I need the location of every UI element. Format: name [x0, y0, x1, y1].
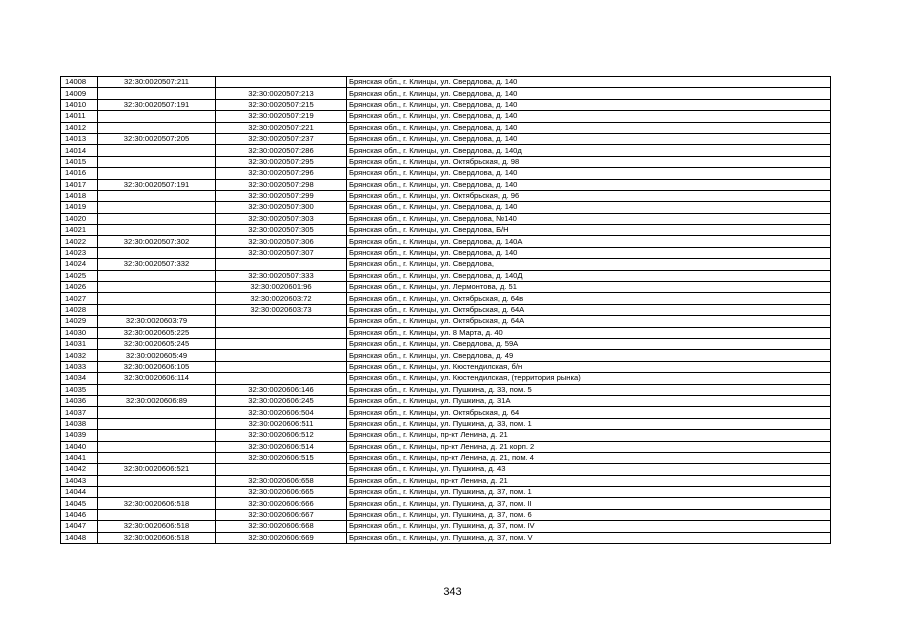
cadastral-number-object-cell [216, 361, 347, 372]
cadastral-number-cell: 32:30:0020507:205 [98, 133, 216, 144]
address-cell: Брянская обл., г. Клинцы, ул. 8 Марта, д. 40 [347, 327, 831, 338]
cadastral-number-cell [98, 384, 216, 395]
table-row [61, 88, 831, 99]
cadastral-number-object-cell: 32:30:0020601:96 [216, 282, 347, 293]
address-cell: Брянская обл., г. Клинцы, ул. Октябрьская, д. 64А [347, 316, 831, 327]
cadastral-number-cell [98, 293, 216, 304]
table-row [61, 532, 831, 543]
cadastral-number-cell [98, 487, 216, 498]
cadastral-number-object-cell: 32:30:0020606:146 [216, 384, 347, 395]
address-cell: Брянская обл., г. Клинцы, ул. Октябрьская, д. 64 [347, 407, 831, 418]
row-number-cell: 14014 [61, 145, 98, 156]
address-cell: Брянская обл., г. Клинцы, ул. Октябрьская, д. 98 [347, 156, 831, 167]
row-number-cell: 14047 [61, 521, 98, 532]
cadastral-number-object-cell: 32:30:0020507:300 [216, 202, 347, 213]
row-number-cell: 14008 [61, 77, 98, 88]
row-number-cell: 14032 [61, 350, 98, 361]
table-row [61, 430, 831, 441]
row-number-cell: 14010 [61, 99, 98, 110]
row-number-cell: 14041 [61, 452, 98, 463]
cadastral-number-object-cell [216, 327, 347, 338]
cadastral-number-cell [98, 270, 216, 281]
row-number-cell: 14033 [61, 361, 98, 372]
table-row [61, 316, 831, 327]
cadastral-number-object-cell: 32:30:0020606:666 [216, 498, 347, 509]
address-cell: Брянская обл., г. Клинцы, ул. Свердлова, №140 [347, 213, 831, 224]
address-cell: Брянская обл., г. Клинцы, ул. Лермонтова, д. 51 [347, 282, 831, 293]
address-cell: Брянская обл., г. Клинцы, ул. Свердлова, д. 59А [347, 338, 831, 349]
cadastral-number-cell: 32:30:0020606:518 [98, 521, 216, 532]
address-cell: Брянская обл., г. Клинцы, ул. Свердлова, Б/Н [347, 225, 831, 236]
row-number-cell: 14044 [61, 487, 98, 498]
address-cell: Брянская обл., г. Клинцы, ул. Свердлова, д. 140д [347, 145, 831, 156]
table-row [61, 99, 831, 110]
cadastral-number-cell [98, 304, 216, 315]
row-number-cell: 14045 [61, 498, 98, 509]
row-number-cell: 14011 [61, 111, 98, 122]
address-cell: Брянская обл., г. Клинцы, пр-кт Ленина, д. 21, пом. 4 [347, 452, 831, 463]
cadastral-number-cell: 32:30:0020507:332 [98, 259, 216, 270]
address-cell: Брянская обл., г. Клинцы, ул. Свердлова, д. 140А [347, 236, 831, 247]
table-row [61, 213, 831, 224]
table-row [61, 122, 831, 133]
address-cell: Брянская обл., г. Клинцы, ул. Свердлова, д. 140 [347, 168, 831, 179]
table-row [61, 464, 831, 475]
table-row [61, 179, 831, 190]
table-row [61, 395, 831, 406]
row-number-cell: 14022 [61, 236, 98, 247]
address-cell: Брянская обл., г. Клинцы, ул. Пушкина, д. 33, пом. 1 [347, 418, 831, 429]
row-number-cell: 14019 [61, 202, 98, 213]
cadastral-number-object-cell [216, 316, 347, 327]
table-row [61, 270, 831, 281]
address-cell: Брянская обл., г. Клинцы, ул. Свердлова, д. 140 [347, 247, 831, 258]
cadastral-number-cell: 32:30:0020606:114 [98, 373, 216, 384]
table-row [61, 521, 831, 532]
cadastral-number-cell [98, 145, 216, 156]
cadastral-number-object-cell [216, 77, 347, 88]
cadastral-number-cell: 32:30:0020605:49 [98, 350, 216, 361]
cadastral-number-cell [98, 225, 216, 236]
table-row [61, 111, 831, 122]
cadastral-number-object-cell: 32:30:0020606:658 [216, 475, 347, 486]
table-row [61, 475, 831, 486]
cadastral-number-cell [98, 190, 216, 201]
address-cell: Брянская обл., г. Клинцы, ул. Свердлова, [347, 259, 831, 270]
cadastral-number-cell [98, 509, 216, 520]
row-number-cell: 14040 [61, 441, 98, 452]
address-cell: Брянская обл., г. Клинцы, ул. Свердлова, д. 140 [347, 122, 831, 133]
cadastral-number-object-cell: 32:30:0020606:511 [216, 418, 347, 429]
cadastral-number-object-cell [216, 464, 347, 475]
cadastral-number-object-cell: 32:30:0020606:245 [216, 395, 347, 406]
table-row [61, 407, 831, 418]
table-body [61, 77, 831, 544]
row-number-cell: 14030 [61, 327, 98, 338]
cadastral-number-object-cell: 32:30:0020507:213 [216, 88, 347, 99]
cadastral-number-object-cell: 32:30:0020507:306 [216, 236, 347, 247]
row-number-cell: 14017 [61, 179, 98, 190]
address-cell: Брянская обл., г. Клинцы, ул. Октябрьская, д. 64в [347, 293, 831, 304]
cadastral-number-cell: 32:30:0020605:245 [98, 338, 216, 349]
cadastral-number-cell [98, 202, 216, 213]
cadastral-number-object-cell: 32:30:0020606:668 [216, 521, 347, 532]
cadastral-number-cell: 32:30:0020605:225 [98, 327, 216, 338]
table-row [61, 452, 831, 463]
cadastral-number-object-cell [216, 259, 347, 270]
row-number-cell: 14035 [61, 384, 98, 395]
table-row [61, 225, 831, 236]
table-row [61, 156, 831, 167]
row-number-cell: 14027 [61, 293, 98, 304]
cadastral-number-object-cell: 32:30:0020507:307 [216, 247, 347, 258]
table-row [61, 168, 831, 179]
cadastral-number-cell: 32:30:0020507:191 [98, 99, 216, 110]
table-row [61, 202, 831, 213]
cadastral-number-cell: 32:30:0020507:191 [98, 179, 216, 190]
address-cell: Брянская обл., г. Клинцы, ул. Пушкина, д. 33, пом. 5 [347, 384, 831, 395]
address-cell: Брянская обл., г. Клинцы, ул. Пушкина, д. 37, пом. 1 [347, 487, 831, 498]
row-number-cell: 14037 [61, 407, 98, 418]
address-cell: Брянская обл., г. Клинцы, ул. Кюстендилская, (территория рынка) [347, 373, 831, 384]
cadastral-number-object-cell: 32:30:0020507:295 [216, 156, 347, 167]
row-number-cell: 14012 [61, 122, 98, 133]
cadastral-number-object-cell: 32:30:0020603:72 [216, 293, 347, 304]
cadastral-number-cell: 32:30:0020603:79 [98, 316, 216, 327]
row-number-cell: 14046 [61, 509, 98, 520]
row-number-cell: 14031 [61, 338, 98, 349]
cadastral-number-object-cell: 32:30:0020606:669 [216, 532, 347, 543]
address-cell: Брянская обл., г. Клинцы, ул. Пушкина, д. 37, пом. II [347, 498, 831, 509]
cadastral-number-cell [98, 88, 216, 99]
cadastral-number-cell [98, 441, 216, 452]
cadastral-number-cell [98, 452, 216, 463]
table-row [61, 384, 831, 395]
row-number-cell: 14013 [61, 133, 98, 144]
row-number-cell: 14015 [61, 156, 98, 167]
address-cell: Брянская обл., г. Клинцы, ул. Свердлова, д. 49 [347, 350, 831, 361]
table-row [61, 190, 831, 201]
table-row [61, 282, 831, 293]
address-cell: Брянская обл., г. Клинцы, ул. Свердлова, д. 140 [347, 88, 831, 99]
row-number-cell: 14025 [61, 270, 98, 281]
address-cell: Брянская обл., г. Клинцы, ул. Кюстендилская, б/н [347, 361, 831, 372]
cadastral-number-cell [98, 407, 216, 418]
address-cell: Брянская обл., г. Клинцы, ул. Пушкина, д. 37, пом. IV [347, 521, 831, 532]
cadastral-number-cell: 32:30:0020606:89 [98, 395, 216, 406]
cadastral-number-cell: 32:30:0020507:302 [98, 236, 216, 247]
row-number-cell: 14023 [61, 247, 98, 258]
table-row [61, 133, 831, 144]
cadastral-number-cell [98, 213, 216, 224]
cadastral-number-cell: 32:30:0020606:521 [98, 464, 216, 475]
address-cell: Брянская обл., г. Клинцы, ул. Свердлова, д. 140 [347, 77, 831, 88]
cadastral-number-object-cell: 32:30:0020606:667 [216, 509, 347, 520]
row-number-cell: 14043 [61, 475, 98, 486]
cadastral-number-object-cell [216, 350, 347, 361]
address-cell: Брянская обл., г. Клинцы, пр-кт Ленина, д. 21 [347, 475, 831, 486]
row-number-cell: 14029 [61, 316, 98, 327]
property-table [60, 76, 831, 544]
table-row [61, 293, 831, 304]
cadastral-number-object-cell [216, 373, 347, 384]
address-cell: Брянская обл., г. Клинцы, ул. Свердлова, д. 140Д [347, 270, 831, 281]
cadastral-number-object-cell: 32:30:0020507:296 [216, 168, 347, 179]
row-number-cell: 14020 [61, 213, 98, 224]
address-cell: Брянская обл., г. Клинцы, ул. Пушкина, д. 37, пом. V [347, 532, 831, 543]
cadastral-number-object-cell: 32:30:0020606:512 [216, 430, 347, 441]
cadastral-number-object-cell: 32:30:0020606:514 [216, 441, 347, 452]
row-number-cell: 14048 [61, 532, 98, 543]
address-cell: Брянская обл., г. Клинцы, ул. Пушкина, д. 31А [347, 395, 831, 406]
cadastral-number-object-cell: 32:30:0020507:221 [216, 122, 347, 133]
address-cell: Брянская обл., г. Клинцы, ул. Октябрьская, д. 64А [347, 304, 831, 315]
address-cell: Брянская обл., г. Клинцы, ул. Пушкина, д. 37, пом. 6 [347, 509, 831, 520]
table-row [61, 418, 831, 429]
address-cell: Брянская обл., г. Клинцы, пр-кт Ленина, д. 21 [347, 430, 831, 441]
table-row [61, 304, 831, 315]
table-row [61, 247, 831, 258]
cadastral-number-object-cell: 32:30:0020507:237 [216, 133, 347, 144]
row-number-cell: 14024 [61, 259, 98, 270]
cadastral-number-object-cell: 32:30:0020606:665 [216, 487, 347, 498]
address-cell: Брянская обл., г. Клинцы, пр-кт Ленина, д. 21 корп. 2 [347, 441, 831, 452]
row-number-cell: 14042 [61, 464, 98, 475]
cadastral-number-cell [98, 475, 216, 486]
cadastral-number-object-cell: 32:30:0020507:303 [216, 213, 347, 224]
address-cell: Брянская обл., г. Клинцы, ул. Свердлова, д. 140 [347, 179, 831, 190]
table-row [61, 338, 831, 349]
row-number-cell: 14039 [61, 430, 98, 441]
cadastral-number-cell [98, 122, 216, 133]
address-cell: Брянская обл., г. Клинцы, ул. Свердлова, д. 140 [347, 202, 831, 213]
table-row [61, 145, 831, 156]
cadastral-number-cell: 32:30:0020507:211 [98, 77, 216, 88]
address-cell: Брянская обл., г. Клинцы, ул. Свердлова, д. 140 [347, 99, 831, 110]
page-number: 343 [443, 586, 462, 598]
table-row [61, 373, 831, 384]
table-row [61, 77, 831, 88]
table-row [61, 327, 831, 338]
row-number-cell: 14038 [61, 418, 98, 429]
table-row [61, 236, 831, 247]
table-row [61, 498, 831, 509]
cadastral-number-object-cell: 32:30:0020606:504 [216, 407, 347, 418]
row-number-cell: 14026 [61, 282, 98, 293]
row-number-cell: 14009 [61, 88, 98, 99]
cadastral-number-object-cell: 32:30:0020507:299 [216, 190, 347, 201]
cadastral-number-object-cell: 32:30:0020507:298 [216, 179, 347, 190]
table-row [61, 487, 831, 498]
cadastral-number-object-cell [216, 338, 347, 349]
cadastral-number-cell [98, 156, 216, 167]
cadastral-number-object-cell: 32:30:0020507:333 [216, 270, 347, 281]
row-number-cell: 14016 [61, 168, 98, 179]
cadastral-number-object-cell: 32:30:0020507:215 [216, 99, 347, 110]
row-number-cell: 14034 [61, 373, 98, 384]
row-number-cell: 14036 [61, 395, 98, 406]
address-cell: Брянская обл., г. Клинцы, ул. Октябрьская, д. 96 [347, 190, 831, 201]
table-row [61, 361, 831, 372]
cadastral-number-cell [98, 418, 216, 429]
cadastral-number-cell: 32:30:0020606:518 [98, 498, 216, 509]
row-number-cell: 14028 [61, 304, 98, 315]
table-row [61, 259, 831, 270]
cadastral-number-cell [98, 282, 216, 293]
cadastral-number-cell [98, 247, 216, 258]
cadastral-number-cell: 32:30:0020606:518 [98, 532, 216, 543]
cadastral-number-object-cell: 32:30:0020507:219 [216, 111, 347, 122]
row-number-cell: 14018 [61, 190, 98, 201]
cadastral-number-cell [98, 111, 216, 122]
address-cell: Брянская обл., г. Клинцы, ул. Свердлова, д. 140 [347, 111, 831, 122]
table-row [61, 509, 831, 520]
row-number-cell: 14021 [61, 225, 98, 236]
table-row [61, 350, 831, 361]
address-cell: Брянская обл., г. Клинцы, ул. Пушкина, д. 43 [347, 464, 831, 475]
cadastral-number-object-cell: 32:30:0020507:286 [216, 145, 347, 156]
cadastral-number-object-cell: 32:30:0020606:515 [216, 452, 347, 463]
table-row [61, 441, 831, 452]
cadastral-number-object-cell: 32:30:0020507:305 [216, 225, 347, 236]
cadastral-number-cell [98, 430, 216, 441]
cadastral-number-cell [98, 168, 216, 179]
cadastral-number-object-cell: 32:30:0020603:73 [216, 304, 347, 315]
cadastral-number-cell: 32:30:0020606:105 [98, 361, 216, 372]
address-cell: Брянская обл., г. Клинцы, ул. Свердлова, д. 140 [347, 133, 831, 144]
